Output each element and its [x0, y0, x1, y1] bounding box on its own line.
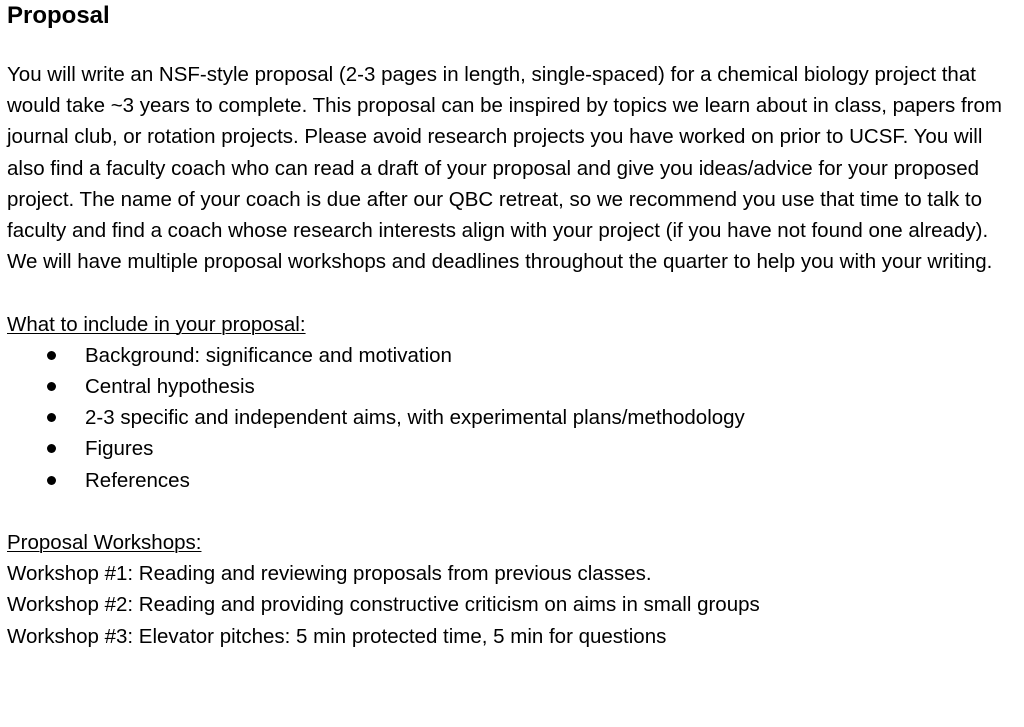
spacer	[7, 277, 1019, 308]
workshop-line: Workshop #2: Reading and providing constructive criticism on aims in small groups	[7, 593, 760, 617]
list-item-text: Background: significance and motivation	[85, 343, 452, 367]
list-item-text: 2-3 specific and independent aims, with experimental plans/methodology	[85, 406, 745, 430]
workshop-line: Workshop #3: Elevator pitches: 5 min protected time, 5 min for questions	[7, 624, 667, 648]
list-item-text: References	[85, 468, 190, 492]
workshops-heading: Proposal Workshops:	[7, 531, 202, 555]
spacer	[7, 31, 1019, 59]
include-heading: What to include in your proposal:	[7, 312, 306, 336]
document-page	[7, 0, 1019, 652]
list-item-text: Figures	[85, 437, 154, 461]
include-list	[7, 340, 1019, 496]
bullet-icon	[47, 413, 56, 422]
list-item	[7, 340, 1019, 371]
spacer	[7, 496, 1019, 527]
workshop-line: Workshop #1: Reading and reviewing proposals from previous classes.	[7, 562, 652, 586]
bullet-icon	[47, 382, 56, 391]
bullet-icon	[47, 444, 56, 453]
bullet-icon	[47, 476, 56, 485]
intro-paragraph: You will write an NSF-style proposal (2-3 pages in length, single-spaced) for a chemical biology project that would take ~3 years to complete. This proposal can be inspired by topics we learn about in class, papers from journal club, or rotation projects. Please avoid research projects you have worked on prior to UCSF. You will also find a faculty coach who can read a draft of your proposal and give you ideas/advice for your proposed project. The name of your coach is due after our QBC retreat, so we recommend you use that time to talk to faculty and find a coach whose research interests align with your project (if you have not found one already). We will have multiple proposal workshops and deadlines throughout the quarter to help you with your writing.	[7, 63, 1002, 274]
list-item	[7, 433, 1019, 464]
list-item	[7, 465, 1019, 496]
list-item	[7, 402, 1019, 433]
bullet-icon	[47, 351, 56, 360]
list-item	[7, 371, 1019, 402]
list-item-text: Central hypothesis	[85, 375, 255, 399]
page-title: Proposal	[7, 2, 110, 29]
